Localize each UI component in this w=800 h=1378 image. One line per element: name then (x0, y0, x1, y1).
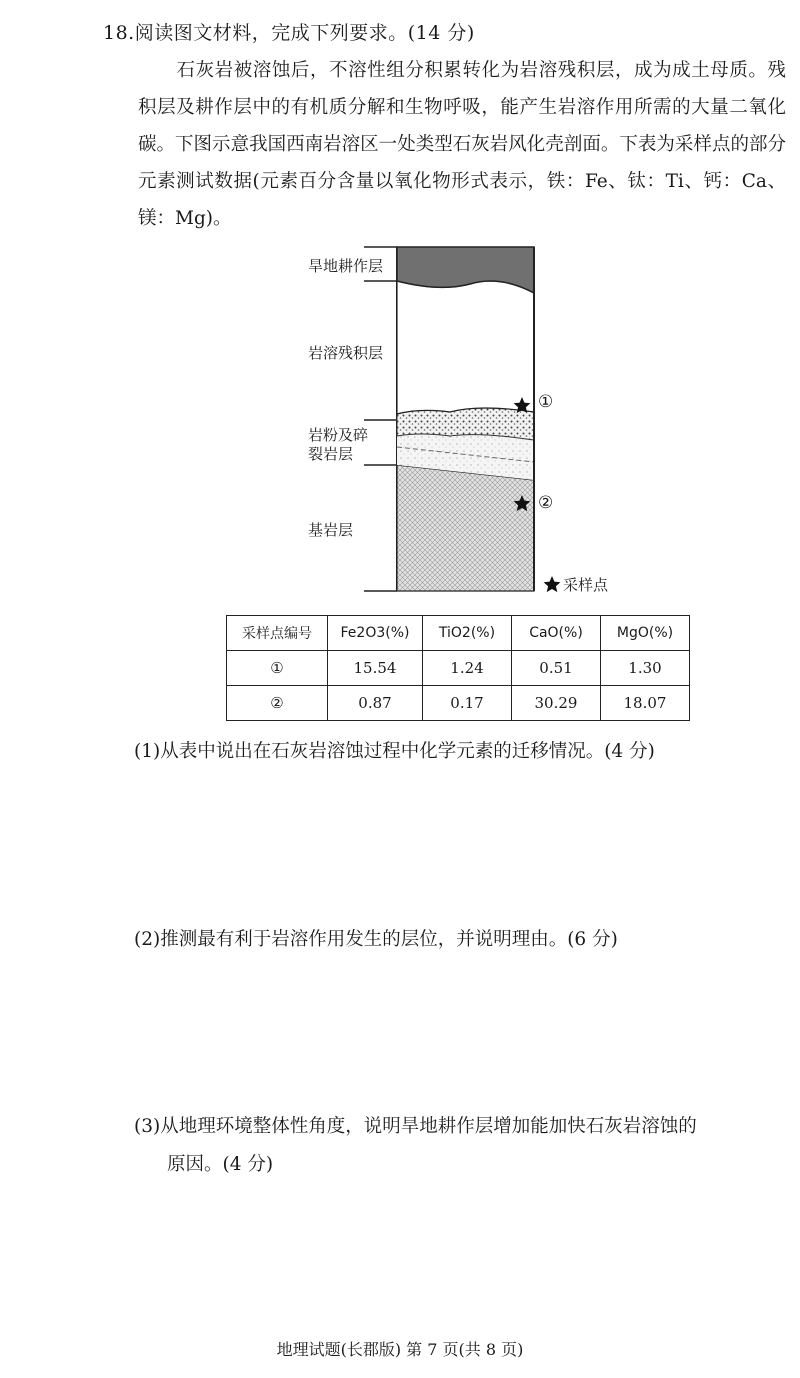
subquestion-3 (134, 1108, 786, 1184)
table-row (227, 651, 690, 686)
table-row (227, 686, 690, 721)
cell-sample-id: ② (227, 686, 328, 721)
header-mgo: MgO(%) (601, 616, 690, 651)
header-sample-id: 采样点编号 (227, 616, 328, 651)
weathering-profile-figure (0, 0, 800, 610)
element-data-table (226, 615, 690, 721)
label-powder-line2: 裂岩层 (308, 445, 354, 463)
subquestion-2: (2)推测最有利于岩溶作用发生的层位，并说明理由。(6 分) (134, 929, 618, 950)
label-bedrock-layer: 基岩层 (308, 521, 354, 539)
paragraph-text: 石灰岩被溶蚀后，不溶性组分积累转化为岩溶残积层，成为成土母质。残积层及耕作层中的有机质分解和生物呼吸，能产生岩溶作用所需的大量二氧化碳。下图示意我国西南岩溶区一处类型石灰岩风化壳剖面。下表为采样点的部分元素测试数据(元素百分含量以氧化物形式表示，铁：Fe、钛：Ti、钙：Ca、镁：Mg)。 (138, 60, 786, 229)
cell-value: 15.54 (328, 651, 423, 686)
header-tio2: TiO2(%) (423, 616, 512, 651)
table-header-row (227, 616, 690, 651)
cell-value: 0.87 (328, 686, 423, 721)
subquestion-3-line2: 原因。(4 分) (167, 1154, 274, 1175)
label-powder-line1: 岩粉及碎 (308, 426, 369, 444)
page-footer: 地理试题(长郡版) 第 7 页(共 8 页) (276, 1340, 524, 1359)
question-title: 阅读图文材料，完成下列要求。(14 分) (134, 22, 475, 44)
cell-sample-id: ① (227, 651, 328, 686)
bedrock-layer (397, 465, 534, 591)
header-fe2o3: Fe2O3(%) (328, 616, 423, 651)
legend-star-icon (544, 576, 561, 592)
sample-marker-1: ① (538, 392, 554, 412)
header-cao: CaO(%) (512, 616, 601, 651)
question-number: 18. (103, 22, 135, 44)
cell-value: 30.29 (512, 686, 601, 721)
cell-value: 18.07 (601, 686, 690, 721)
residual-layer (397, 281, 534, 414)
cell-value: 0.17 (423, 686, 512, 721)
sample-marker-2: ② (538, 493, 554, 513)
cell-value: 1.24 (423, 651, 512, 686)
subquestion-1: (1)从表中说出在石灰岩溶蚀过程中化学元素的迁移情况。(4 分) (134, 741, 655, 762)
subquestion-3-line1: (3)从地理环境整体性角度，说明旱地耕作层增加能加快石灰岩溶蚀的 (134, 1116, 697, 1137)
cell-value: 0.51 (512, 651, 601, 686)
cell-value: 1.30 (601, 651, 690, 686)
legend-label: 采样点 (563, 576, 609, 594)
label-farming-layer: 旱地耕作层 (308, 257, 384, 275)
label-residual-layer: 岩溶残积层 (308, 344, 384, 362)
